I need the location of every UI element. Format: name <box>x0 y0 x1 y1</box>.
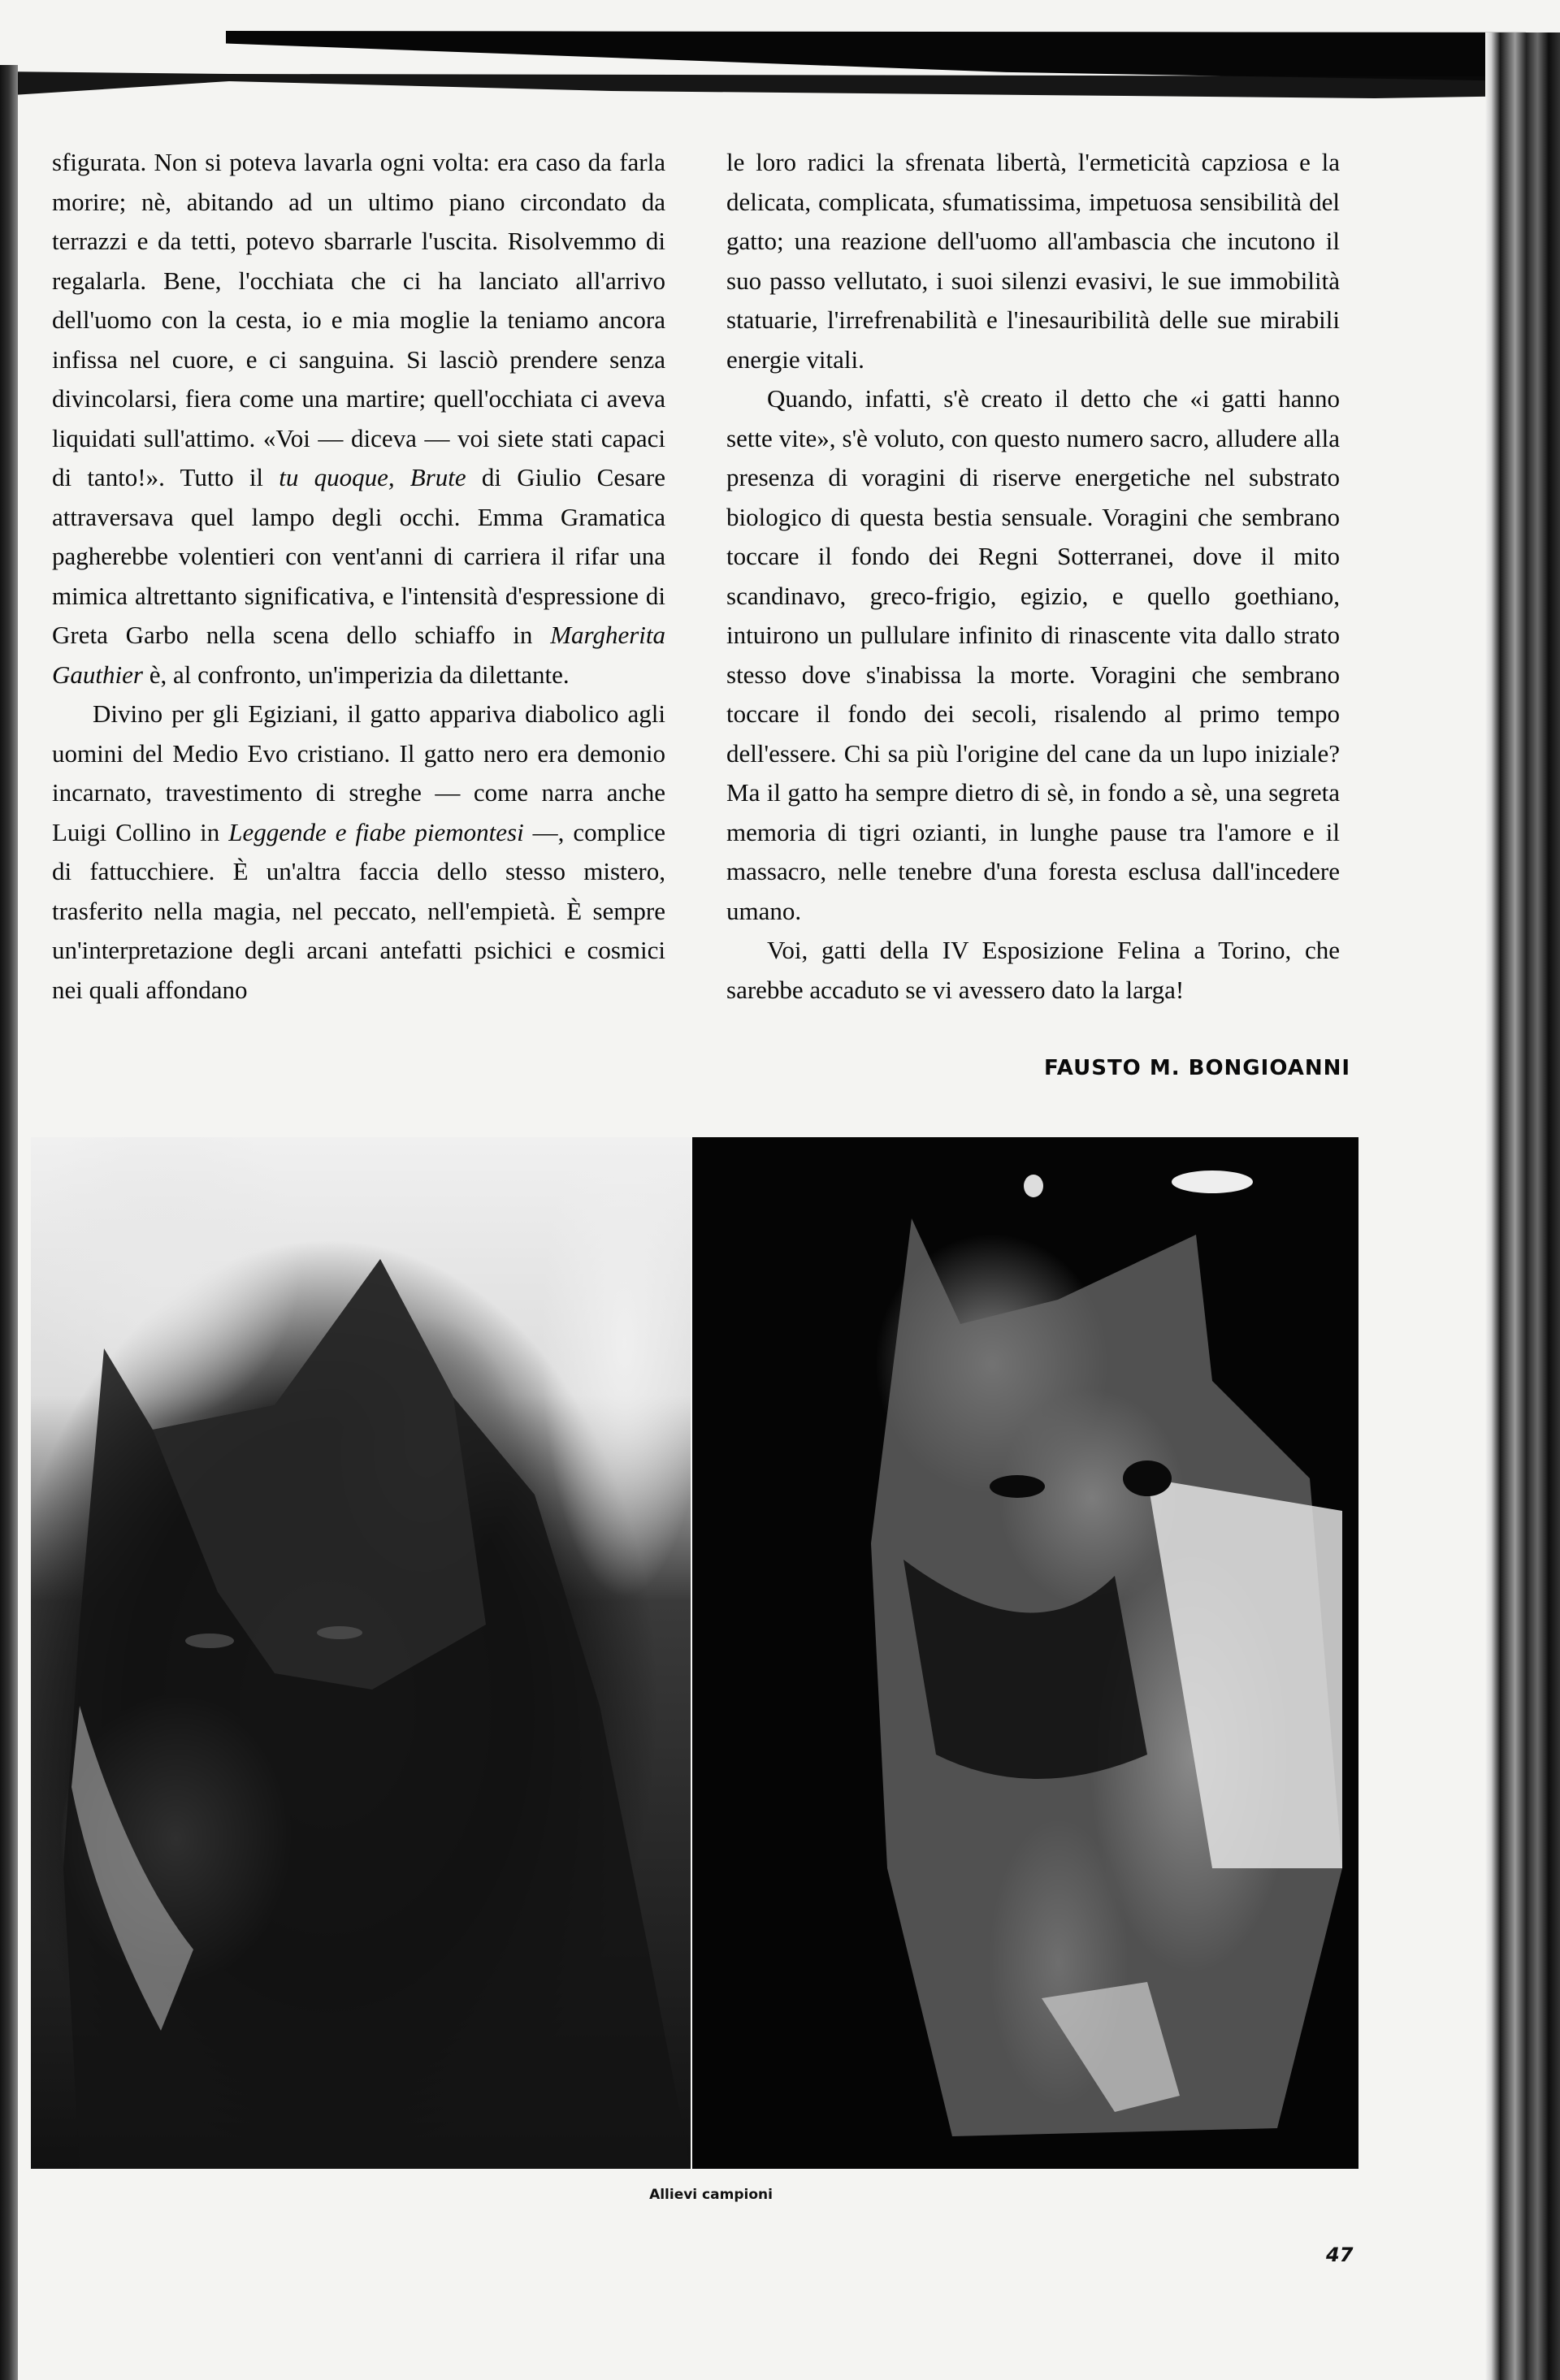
paragraph-text: sfigurata. Non si poteva lavarla ogni volta: era caso da farla morire; nè, abitando ad un ultimo piano circondato da terrazzi e da tetti, potevo sbarrarle l'uscita. Risolvemmo di regalarla. Bene, l'occhiata che ci ha lanciato all'arrivo dell'uomo con la cesta, io e mia moglie la teniamo ancora infissa nel cuore, e ci sanguina. Si lasciò prendere senza divincolarsi, fiera come una martire; quell'occhiata ci aveva liquidati sull'attimo. «Voi — diceva — voi siete stati capaci di tanto!». Tutto il <box>52 148 665 491</box>
paragraph: le loro radici la sfrenata libertà, l'ermeticità capziosa e la delicata, complicata, sfumatissima, impetuosa sensibilità del gatto; una reazione dell'uomo all'ambascia che incutono il suo passo vellutato, i suoi silenzi evasivi, le sue immobilità statuarie, l'irrefrenabilità e l'inesauribilità delle sue mirabili energie vitali. <box>726 148 1340 374</box>
paragraph <box>52 143 665 695</box>
author-signature: FAUSTO M. BONGIOANNI <box>1044 1056 1351 1080</box>
photo-cat-right <box>692 1137 1358 2169</box>
page-shadow-band <box>226 31 1526 81</box>
paragraph-text: —, complice di fattucchiere. È un'altra faccia dello stesso mistero, trasferito nella magia, nel peccato, nell'empietà. È sempre un'interpretazione degli arcani antefatti psichici e cosmici nei quali affondano <box>52 817 665 1004</box>
cat-silhouette-left <box>31 1137 691 2169</box>
article-column-right <box>726 143 1340 1010</box>
italic-film-title: Margherita Gauthier <box>52 621 665 689</box>
page-number: 47 <box>1326 2244 1354 2266</box>
paragraph-text: di Giulio Cesare attraversava quel lampo degli occhi. Emma Gramatica pagherebbe volentieri con vent'anni di carriera il rifar una mimica altrettanto significativa, e l'intensità d'espressione di Greta Garbo nella scena dello schiaffo in <box>52 463 665 649</box>
paragraph <box>52 695 665 1010</box>
photo-cat-left <box>31 1137 691 2169</box>
book-gutter <box>1485 32 1560 2380</box>
paragraph: Quando, infatti, s'è creato il detto che «i gatti hanno sette vite», s'è voluto, con questo numero sacro, alludere alla presenza di voragini di riserve energetiche nel substrato biologico di questa bestia sensuale. Voragini che sembrano toccare il fondo dei Regni Sotterranei, dove il mito scandinavo, greco-frigio, egizio, e quello goethiano, intuirono un pullulare infinito di rinascente vita dallo strato stesso dove s'inabissa la morte. Voragini che sembrano toccare il fondo dei secoli, risalendo al primo tempo dell'essere. Chi sa più l'origine del cane da un lupo iniziale? Ma il gatto ha sempre dietro di sè, in fondo a sè, una segreta memoria di tigri ozianti, in lunghe pause tra l'amore e il massacro, nelle tenebre d'una foresta esclusa dall'incedere umano. <box>726 384 1340 925</box>
cat-silhouette-right <box>692 1137 1358 2169</box>
paragraph-text: Divino per gli Egiziani, il gatto appariva diabolico agli uomini del Medio Evo cristiano. Il gatto nero era demonio incarnato, travestimento di streghe — come narra anche Luigi Collino in <box>52 699 665 846</box>
paragraph-text: è, al confronto, un'imperizia da dilettante. <box>142 660 570 689</box>
article-column-left <box>52 143 665 1010</box>
page-left-edge <box>0 65 18 2380</box>
italic-quote: tu quoque, Brute <box>279 463 466 491</box>
photo-caption: Allievi campioni <box>649 2187 773 2203</box>
paragraph: Voi, gatti della IV Esposizione Felina a Torino, che sarebbe accaduto se vi avessero dato la larga! <box>726 936 1340 1004</box>
italic-book-title: Leggende e fiabe piemontesi <box>228 817 524 846</box>
